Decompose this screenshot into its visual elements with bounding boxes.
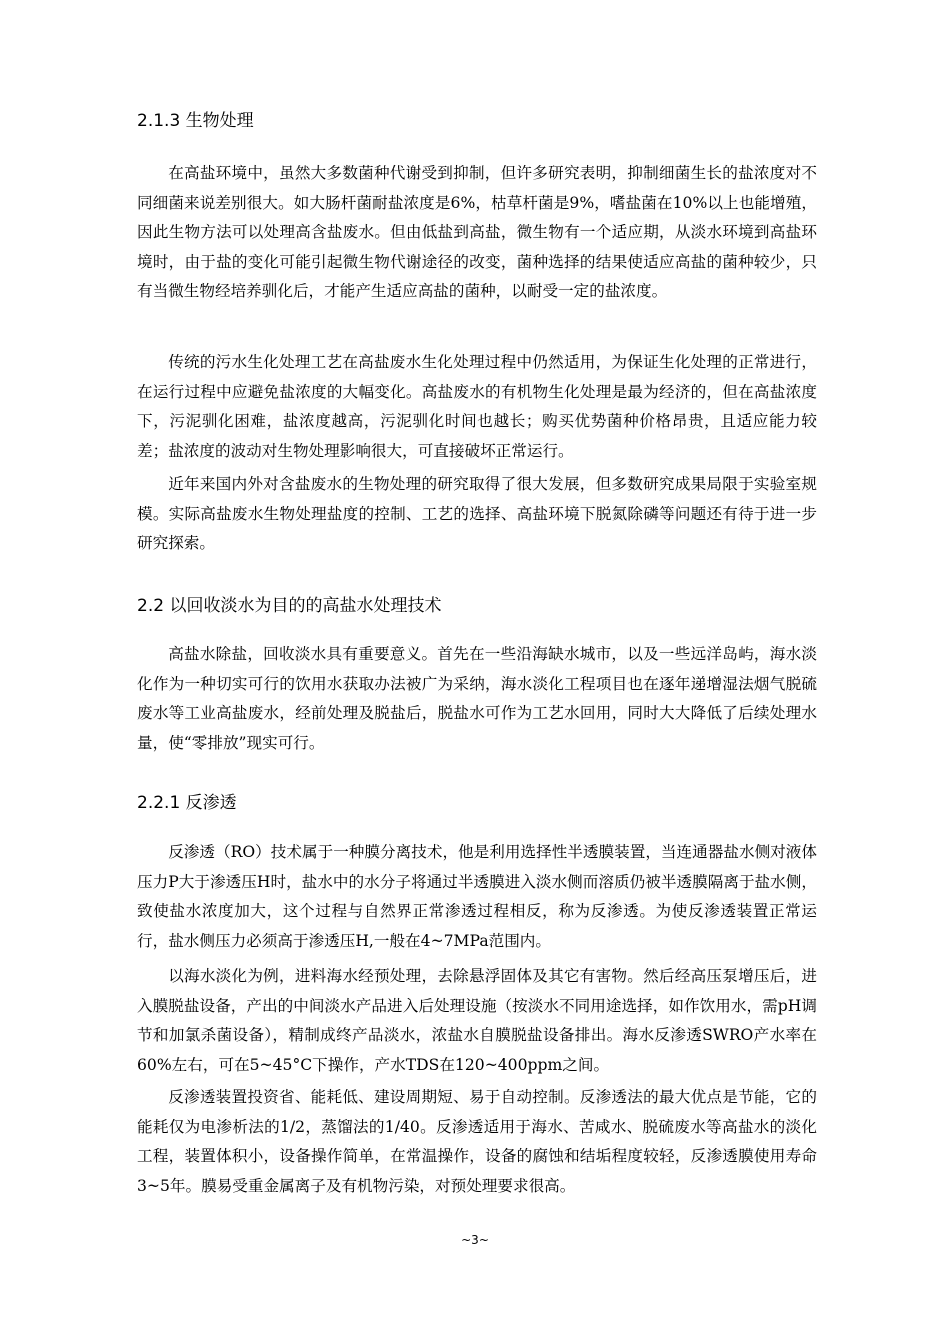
paragraph-reverse-osmosis-2: 以海水淡化为例，进料海水经预处理，去除悬浮固体及其它有害物。然后经高压泵增压后，进入膜脱盐设备，产出的中间淡水产品进入后处理设施（按淡水不同用途选择，如作饮用水，需pH调节和加氯杀菌设备），精制成终产品淡水，浓盐水自膜脱盐设备排出。海水反渗透SWRO产水率在60%左右，可在5~45°C下操作，产水TDS在120~400ppm之间。	[137, 967, 817, 1074]
section-heading-2-2-1: 2.2.1 反渗透	[137, 793, 237, 813]
paragraph-biological-treatment-2: 传统的污水生化处理工艺在高盐废水生化处理过程中仍然适用，为保证生化处理的正常进行，在运行过程中应避免盐浓度的大幅变化。高盐废水的有机物生化处理是最为经济的，但在高盐浓度下，污泥驯化困难，盐浓度越高，污泥驯化时间也越长；购买优势菌种价格昂贵，且适应能力较差；盐浓度的波动对生物处理影响很大，可直接破坏正常运行。	[137, 353, 817, 460]
section-heading-2-1-3: 2.1.3 生物处理	[137, 111, 254, 131]
section-heading-2-2: 2.2 以回收淡水为目的的高盐水处理技术	[137, 596, 442, 616]
paragraph-reverse-osmosis-1: 反渗透（RO）技术属于一种膜分离技术，他是利用选择性半透膜装置，当连通器盐水侧对液体压力P大于渗透压H时，盐水中的水分子将通过半透膜进入淡水侧而溶质仍被半透膜隔离于盐水侧，致使盐水浓度加大，这个过程与自然界正常渗透过程相反，称为反渗透。为使反渗透装置正常运行，盐水侧压力必须高于渗透压H,一般在4~7MPa范围内。	[137, 843, 817, 950]
paragraph-biological-treatment-1: 在高盐环境中，虽然大多数菌种代谢受到抑制，但许多研究表明，抑制细菌生长的盐浓度对不同细菌来说差别很大。如大肠杆菌耐盐浓度是6%，枯草杆菌是9%，嗜盐菌在10%以上也能增殖，因此生物方法可以处理高含盐废水。但由低盐到高盐，微生物有一个适应期，从淡水环境到高盐环境时，由于盐的变化可能引起微生物代谢途径的改变，菌种选择的结果使适应高盐的菌种较少，只有当微生物经培养驯化后，才能产生适应高盐的菌种，以耐受一定的盐浓度。	[137, 164, 817, 301]
paragraph-fresh-water-recovery: 高盐水除盐，回收淡水具有重要意义。首先在一些沿海缺水城市，以及一些远洋岛屿，海水淡化作为一种切实可行的饮用水获取办法被广为采纳，海水淡化工程项目也在逐年递增湿法烟气脱硫废水等工业高盐废水，经前处理及脱盐后，脱盐水可作为工艺水回用，同时大大降低了后续处理水量，使“零排放”现实可行。	[137, 645, 817, 752]
page-number: ~3~	[461, 1233, 489, 1247]
paragraph-biological-treatment-3: 近年来国内外对含盐废水的生物处理的研究取得了很大发展，但多数研究成果局限于实验室规模。实际高盐废水生物处理盐度的控制、工艺的选择、高盐环境下脱氮除磷等问题还有待于进一步研究探索。	[137, 475, 817, 553]
paragraph-reverse-osmosis-3: 反渗透装置投资省、能耗低、建设周期短、易于自动控制。反渗透法的最大优点是节能，它的能耗仅为电渗析法的1/2，蒸馏法的1/40。反渗透适用于海水、苦咸水、脱硫废水等高盐水的淡化工程，装置体积小，设备操作简单，在常温操作，设备的腐蚀和结垢程度较轻，反渗透膜使用寿命3~5年。膜易受重金属离子及有机物污染，对预处理要求很高。	[137, 1088, 817, 1195]
